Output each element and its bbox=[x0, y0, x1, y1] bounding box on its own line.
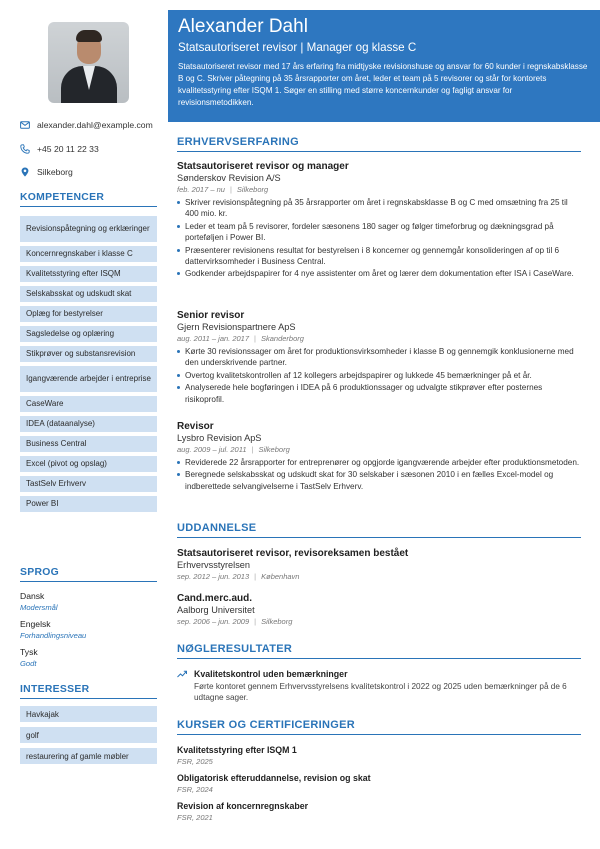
course-entry bbox=[177, 801, 581, 822]
mail-icon bbox=[20, 120, 30, 130]
candidate-name: Alexander Dahl bbox=[178, 16, 308, 37]
interests-list bbox=[20, 706, 157, 769]
skill-chip: Power BI bbox=[20, 496, 157, 512]
skill-chip: Sagsledelse og oplæring bbox=[20, 326, 157, 342]
language-level: Godt bbox=[20, 659, 37, 668]
skill-chip: Oplæg for bestyrelser bbox=[20, 306, 157, 322]
course-meta: FSR, 2025 bbox=[177, 757, 213, 766]
education-place: Silkeborg bbox=[261, 617, 293, 626]
course-entry bbox=[177, 773, 581, 794]
job-meta: aug. 2009 – jul. 2011 | Silkeborg bbox=[177, 445, 290, 454]
job-period: aug. 2011 – jan. 2017 bbox=[177, 334, 250, 343]
skill-chip: Kvalitetsstyring efter ISQM bbox=[20, 266, 157, 282]
skill-chip: Igangværende arbejder i entreprise bbox=[20, 366, 157, 392]
interest-chip: golf bbox=[20, 727, 157, 743]
result-description: Førte kontoret gennem Erhvervsstyrelsens kvalitetskontrol i 2022 og 2025 uden bemærkninger på de 6 udtagne sager. bbox=[194, 682, 567, 703]
results-heading: NØGLERESULTATER bbox=[177, 643, 581, 659]
job-bullet: Reviderede 22 årsrapporter for entreprenører og opgjorde igangværende arbejder efter produktionsmetoden. bbox=[177, 457, 581, 468]
profile-photo bbox=[48, 22, 129, 103]
skills-heading: KOMPETENCER bbox=[20, 192, 157, 207]
education-meta: sep. 2012 – jun. 2013 | København bbox=[177, 572, 300, 581]
skill-chip: Revisionspåtegning og erklæringer bbox=[20, 216, 157, 242]
result-title: Kvalitetskontrol uden bemærkninger bbox=[194, 669, 348, 679]
language-item bbox=[20, 619, 157, 640]
education-heading: UDDANNELSE bbox=[177, 522, 581, 538]
language-name: Dansk bbox=[20, 591, 45, 601]
skill-chip: TastSelv Erhverv bbox=[20, 476, 157, 492]
education-meta: sep. 2006 – jun. 2009 | Silkeborg bbox=[177, 617, 293, 626]
job-bullet: Præsenterer revisionens resultat for bestyrelsen i 8 koncerner og gennemgår konsolideringen af op til 6 dattervirksomheder i Business Central. bbox=[177, 245, 581, 268]
result-title-row bbox=[177, 669, 581, 679]
resume-header bbox=[168, 10, 600, 122]
job-bullet: Overtog kvalitetskontrollen af 12 kollegers arbejdspapirer og lukkede 45 bemærkninger på et år. bbox=[177, 370, 581, 381]
education-period: sep. 2006 – jun. 2009 bbox=[177, 617, 250, 626]
contact-phone[interactable] bbox=[20, 144, 160, 154]
language-item bbox=[20, 591, 157, 612]
experience-heading: ERHVERVSERFARING bbox=[177, 136, 581, 152]
language-name: Tysk bbox=[20, 647, 38, 657]
course-title: Kvalitetsstyring efter ISQM 1 bbox=[177, 745, 297, 755]
job-meta: feb. 2017 – nu | Silkeborg bbox=[177, 185, 269, 194]
job-place: Skanderborg bbox=[260, 334, 304, 343]
skill-chip: Stikprøver og substansrevision bbox=[20, 346, 157, 362]
result-entry bbox=[177, 669, 581, 704]
skill-chip: Koncernregnskaber i klasse C bbox=[20, 246, 157, 262]
course-title: Revision af koncernregnskaber bbox=[177, 801, 309, 811]
job-entry bbox=[177, 310, 581, 406]
job-period: feb. 2017 – nu bbox=[177, 185, 225, 194]
job-bullet: Skriver revisionspåtegning på 35 årsrapporter om året i regnskabsklasse B og C med omsætning fra 25 til 400 mio. kr. bbox=[177, 197, 581, 220]
email-text: alexander.dahl@example.com bbox=[37, 120, 153, 130]
phone-icon bbox=[20, 144, 30, 154]
course-meta: FSR, 2021 bbox=[177, 813, 213, 822]
course-title: Obligatorisk efteruddannelse, revision og skat bbox=[177, 773, 371, 783]
job-bullets bbox=[177, 457, 581, 492]
profile-summary: Statsautoriseret revisor med 17 års erfaring fra midtjyske revisionshuse og ansvar for 60 kunder i regnskabsklasse B og C. Skriver påtegning på 35 årsrapporter om året, leder et team på 5 revisorer og står for kontorets kvalitetsstyring efter ISQM 1. Søger en stilling med større koncernkunder og fagligt ansvar for revisionsmetodikken. bbox=[178, 62, 588, 107]
education-entry bbox=[177, 593, 581, 626]
job-bullets bbox=[177, 346, 581, 405]
education-degree: Cand.merc.aud. bbox=[177, 593, 253, 604]
trend-up-icon bbox=[177, 670, 187, 678]
location-pin-icon bbox=[20, 167, 30, 177]
courses-heading: KURSER OG CERTIFICERINGER bbox=[177, 719, 581, 735]
interest-chip: Havkajak bbox=[20, 706, 157, 722]
contact-email[interactable] bbox=[20, 120, 160, 130]
course-entry bbox=[177, 745, 581, 766]
job-bullet: Godkender arbejdspapirer for 4 nye assistenter om året og lærer dem dokumentation efter ISA i CaseWare. bbox=[177, 268, 581, 279]
education-place: København bbox=[261, 572, 300, 581]
skills-list bbox=[20, 216, 157, 516]
job-bullet: Leder et team på 5 revisorer, fordeler sæsonens 180 sager og følger timeforbrug og dækningsgrad på porteføljen i Power BI. bbox=[177, 221, 581, 244]
job-place: Silkeborg bbox=[236, 185, 269, 194]
interest-chip: restaurering af gamle møbler bbox=[20, 748, 157, 764]
job-title: Revisor bbox=[177, 421, 214, 432]
job-entry bbox=[177, 421, 581, 493]
language-level: Forhandlingsniveau bbox=[20, 631, 87, 640]
education-school: Erhvervsstyrelsen bbox=[177, 560, 251, 570]
job-meta: aug. 2011 – jan. 2017 | Skanderborg bbox=[177, 334, 304, 343]
contact-location bbox=[20, 167, 160, 177]
skill-chip: IDEA (dataanalyse) bbox=[20, 416, 157, 432]
interests-heading: INTERESSER bbox=[20, 684, 157, 699]
job-bullet: Analyserede hele bogføringen i IDEA på 6 produktionssager og udvalgte stikprøver efter posternes risikoprofil. bbox=[177, 382, 581, 405]
skill-chip: Excel (pivot og opslag) bbox=[20, 456, 157, 472]
course-meta: FSR, 2024 bbox=[177, 785, 213, 794]
candidate-role: Statsautoriseret revisor | Manager og klasse C bbox=[178, 41, 417, 54]
job-bullet: Beregnede selskabsskat og udskudt skat for 30 selskaber i sæsonen 2010 i en fælles Excel-model og indberettede selvangivelserne i TastSelv Erhverv. bbox=[177, 469, 581, 492]
job-title: Statsautoriseret revisor og manager bbox=[177, 161, 349, 172]
education-school: Aalborg Universitet bbox=[177, 605, 255, 615]
skill-chip: Selskabsskat og udskudt skat bbox=[20, 286, 157, 302]
education-entry bbox=[177, 548, 581, 581]
language-item bbox=[20, 647, 157, 668]
job-company: Lysbro Revision ApS bbox=[177, 433, 262, 443]
skill-chip: Business Central bbox=[20, 436, 157, 452]
job-company: Sønderskov Revision A/S bbox=[177, 173, 281, 183]
location-text: Silkeborg bbox=[37, 167, 73, 177]
job-place: Silkeborg bbox=[258, 445, 290, 454]
job-bullet: Kørte 30 revisionssager om året for produktionsvirksomheder i klasse B og gennemgik konklusionerne med den underskrivende partner. bbox=[177, 346, 581, 369]
language-name: Engelsk bbox=[20, 619, 51, 629]
phone-text: +45 20 11 22 33 bbox=[37, 144, 99, 154]
education-degree: Statsautoriseret revisor, revisoreksamen bestået bbox=[177, 548, 409, 559]
language-level: Modersmål bbox=[20, 603, 58, 612]
education-period: sep. 2012 – jun. 2013 bbox=[177, 572, 250, 581]
job-entry bbox=[177, 161, 581, 281]
job-bullets bbox=[177, 197, 581, 280]
skill-chip: CaseWare bbox=[20, 396, 157, 412]
job-company: Gjern Revisionspartnere ApS bbox=[177, 322, 296, 332]
job-period: aug. 2009 – jul. 2011 bbox=[177, 445, 247, 454]
languages-heading: SPROG bbox=[20, 567, 157, 582]
job-title: Senior revisor bbox=[177, 310, 245, 321]
